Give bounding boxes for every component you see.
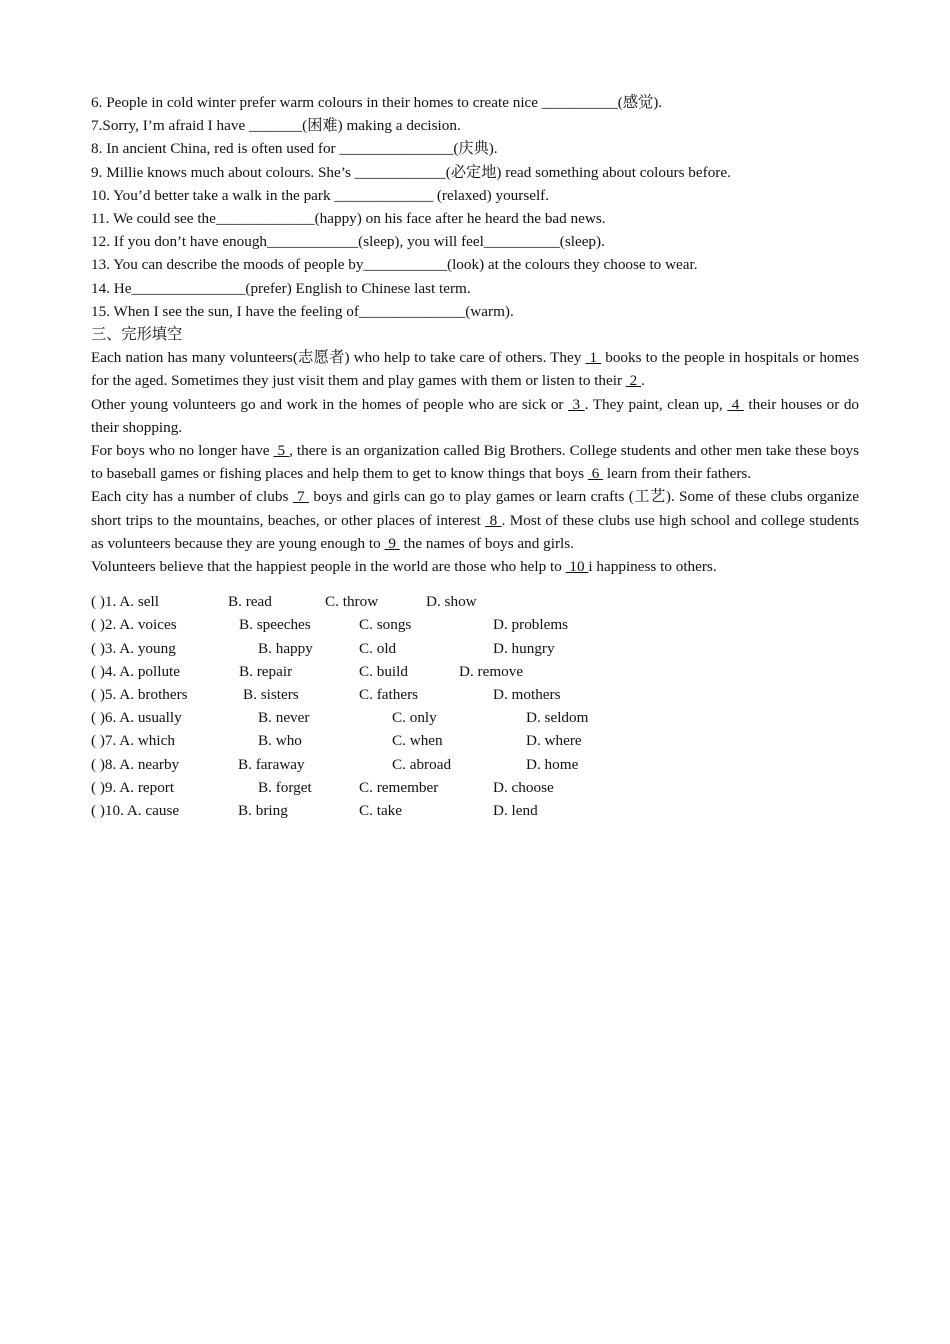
question-number: ( )7. A. which <box>91 732 175 750</box>
cloze-text: . They paint, clean up, <box>584 395 728 413</box>
question-number: ( )5. A. brothers <box>91 686 188 704</box>
cloze-text: Volunteers believe that the happiest people in the world are those who help to <box>91 558 566 576</box>
cloze-blank-6: 6 <box>587 465 604 483</box>
question-number: ( )6. A. usually <box>91 709 182 727</box>
cloze-text: Each city has a number of clubs <box>91 488 293 506</box>
option-c: C. take <box>359 801 403 819</box>
cloze-text: . <box>641 372 645 390</box>
option-d: D. choose <box>493 778 554 796</box>
question-number: ( )8. A. nearby <box>91 755 180 773</box>
cloze-text: their houses or do their shopping. <box>91 395 860 436</box>
cloze-blank-1: 1 <box>585 349 602 367</box>
vocab-item-10: 10. You’d better take a walk in the park _____________ (relaxed) yourself. <box>91 186 550 204</box>
cloze-blank-5: 5 <box>273 442 290 460</box>
option-row-10 <box>91 799 859 822</box>
cloze-text: Other young volunteers go and work in the homes of people who are sick or <box>91 395 569 413</box>
option-row-2 <box>91 613 859 636</box>
option-row-4 <box>91 660 859 683</box>
cloze-paragraph-1 <box>91 346 859 439</box>
option-b: B. forget <box>258 778 312 796</box>
option-c: C. remember <box>359 778 439 796</box>
option-c: C. throw <box>325 593 379 611</box>
cloze-blank-8: 8 <box>485 511 502 529</box>
option-d: D. seldom <box>526 709 589 727</box>
option-row-1 <box>91 590 859 613</box>
section-title: 三、完形填空 <box>91 326 183 344</box>
option-c: C. songs <box>359 616 412 634</box>
option-d: D. where <box>526 732 582 750</box>
question-number: ( )4. A. pollute <box>91 662 181 680</box>
cloze-text: books to the people in hospitals or homes for the aged. Sometimes they just visit them and play games with them or listen to their <box>91 349 859 390</box>
cloze-blank-3: 3 <box>568 395 585 413</box>
cloze-blank-7: 7 <box>292 488 310 506</box>
option-d: D. mothers <box>493 686 561 704</box>
cloze-text: the names of boys and girls. <box>399 534 574 552</box>
vocab-item-13: 13. You can describe the moods of people by___________(look) at the colours they choose to wear. <box>91 256 698 274</box>
option-row-7 <box>91 729 859 752</box>
cloze-text: For boys who no longer have <box>91 442 274 460</box>
question-number: ( )3. A. young <box>91 639 176 657</box>
option-c: C. fathers <box>359 686 419 704</box>
cloze-text: i happiness to others. <box>588 558 717 576</box>
cloze-passage <box>91 346 859 578</box>
cloze-paragraph-3 <box>91 485 859 555</box>
question-number: ( )9. A. report <box>91 778 175 796</box>
cloze-text: , there is an organization called Big Brothers. College students and other men take these boys to baseball games or fishing places and help them to get to know things that boys <box>91 442 860 483</box>
vocab-item-8: 8. In ancient China, red is often used for _______________(庆典). <box>91 140 498 158</box>
option-b: B. read <box>228 593 272 611</box>
option-c: C. old <box>359 639 397 657</box>
option-b: B. happy <box>258 639 313 657</box>
answer-options <box>91 590 859 822</box>
cloze-paragraph-4 <box>91 555 859 578</box>
option-b: B. who <box>258 732 302 750</box>
option-d: D. hungry <box>493 639 555 657</box>
vocab-item-15: 15. When I see the sun, I have the feeling of______________(warm). <box>91 302 514 320</box>
option-b: B. faraway <box>238 755 305 773</box>
cloze-text: Each nation has many volunteers(志愿者) who help to take care of others. They <box>91 349 586 367</box>
question-number: ( )1. A. sell <box>91 593 159 611</box>
option-c: C. build <box>359 662 408 680</box>
option-c: C. when <box>392 732 443 750</box>
option-d: D. lend <box>493 801 538 819</box>
option-row-3 <box>91 637 859 660</box>
cloze-blank-4: 4 <box>727 395 744 413</box>
option-d: D. problems <box>493 616 569 634</box>
question-number: ( )10. A. cause <box>91 801 180 819</box>
option-d: D. show <box>426 593 477 611</box>
vocab-item-9: 9. Millie knows much about colours. She’s ____________(必定地) read something about colours before. <box>91 163 731 181</box>
cloze-text: learn from their fathers. <box>603 465 752 483</box>
option-b: B. repair <box>239 662 293 680</box>
vocab-item-11: 11. We could see the_____________(happy) on his face after he heard the bad news. <box>91 210 606 228</box>
cloze-text: boys and girls can go to play games or learn crafts (工艺). Some of these clubs organize short trips to the mountains, beaches, or other places of interest <box>91 488 860 529</box>
option-row-6 <box>91 706 859 729</box>
cloze-paragraph-2 <box>91 439 859 485</box>
question-number: ( )2. A. voices <box>91 616 177 634</box>
option-b: B. bring <box>238 801 288 819</box>
option-row-9 <box>91 776 859 799</box>
option-d: D. home <box>526 755 579 773</box>
vocab-item-12: 12. If you don’t have enough____________(sleep), you will feel__________(sleep). <box>91 233 605 251</box>
option-b: B. speeches <box>239 616 311 634</box>
vocab-exercise <box>91 91 859 323</box>
option-row-8 <box>91 753 859 776</box>
vocab-item-14: 14. He_______________(prefer) English to Chinese last term. <box>91 279 471 297</box>
option-b: B. never <box>258 709 310 727</box>
option-c: C. abroad <box>392 755 452 773</box>
vocab-item-7: 7.Sorry, I’m afraid I have _______(困难) making a decision. <box>91 117 461 135</box>
option-c: C. only <box>392 709 437 727</box>
option-b: B. sisters <box>243 686 299 704</box>
option-d: D. remove <box>459 662 524 680</box>
option-row-5 <box>91 683 859 706</box>
worksheet-page <box>91 91 859 822</box>
cloze-blank-9: 9 <box>384 534 400 552</box>
cloze-blank-2: 2 <box>625 372 642 390</box>
cloze-text: . Most of these clubs use high school and college students as volunteers because they are young enough to <box>91 511 859 552</box>
cloze-blank-10: 10 <box>565 558 589 576</box>
vocab-item-6: 6. People in cold winter prefer warm colours in their homes to create nice __________(感觉). <box>91 94 663 111</box>
